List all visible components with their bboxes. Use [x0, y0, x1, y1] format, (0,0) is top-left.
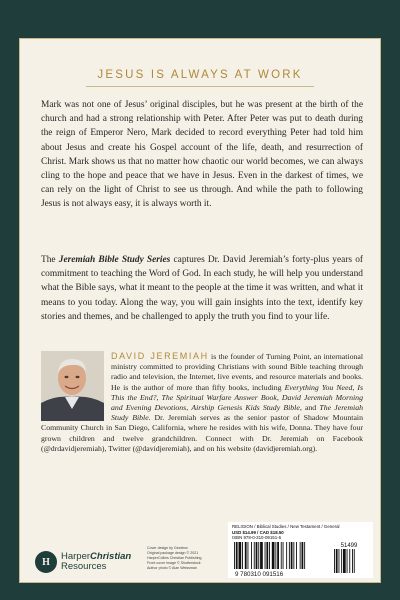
credit-line: Original package design © 2021 [147, 551, 199, 555]
barcode [228, 542, 373, 578]
section-heading: JESUS IS ALWAYS AT WORK [97, 69, 303, 81]
bio-separator: , [156, 392, 162, 402]
book-title: The Spiritual Warfare Answer Book [161, 392, 277, 402]
series-title: Jeremiah Bible Study Series [58, 255, 171, 265]
bio-separator: , and [299, 403, 320, 413]
price-line: USD $14.99 / CAD $18.50 [232, 529, 284, 535]
series-description [41, 253, 363, 324]
publisher-emblem-icon: H [35, 551, 57, 573]
bio-separator: , [186, 403, 192, 413]
bio-text: . Dr. Jeremiah serves as the senior pastor of Shadow Mountain Community Church in San Diego, California, where he resides with his wife, Donna. They have four grown children and twelve grandchildren. Connect with Dr. Jeremiah on Facebook (@drdavidjeremiah), Twitter (@davidjeremiah), and on his website (davidjeremiah.org). [41, 413, 363, 453]
bio-text: is the founder of Turning Point, an international ministry committed to providing Christians with sound Bible teaching through radio and television, the Internet, live events, and resource materials and books. He is the author of more than fifty books, including [111, 352, 363, 392]
series-prefix: The [41, 255, 59, 265]
barcode-box [228, 522, 373, 578]
credit-line: Front cover image © Shutterstock [147, 561, 201, 565]
author-bio [41, 351, 363, 454]
author-photo [41, 351, 104, 421]
publisher-name-part: Resources [61, 561, 107, 572]
bio-separator: , [276, 392, 282, 402]
barcode-number: 9 780310 091516 [235, 571, 284, 578]
publisher-name-part: Christian [90, 550, 132, 562]
publisher-logo [35, 551, 131, 573]
publisher-name-part: Harper [61, 550, 91, 562]
book-title: David Jeremiah Morning and Evening Devotions [111, 392, 363, 413]
book-title: The Jeremiah Study Bible [111, 403, 363, 423]
book-title: Airship Genesis Kids Study Bible [191, 403, 300, 413]
book-title: Is This the End? [111, 382, 363, 402]
isbn-line: ISBN 978-0-310-09151-6 [232, 535, 282, 541]
credit-line: Author photo © Alan Weissman [147, 566, 197, 570]
credit-line: HarperCollins Christian Publishing [147, 556, 202, 560]
credit-line: Cover design by Gearbox [147, 546, 188, 550]
back-cover-panel [19, 38, 381, 583]
book-title: Everything You Need [284, 382, 353, 392]
series-text: captures Dr. David Jeremiah’s forty-plus years of commitment to teaching the Word of God. In each study, he will help you understand what the Bible says, what it meant to the people at the time it was written, and what it means to you today. Along the way, you will gain insights into the text, identify key stories and themes, and be challenged to apply the truth you find to your life. [41, 255, 364, 322]
image-credits [147, 546, 227, 571]
classification-text [232, 524, 340, 541]
publisher-name [61, 552, 131, 573]
book-description: Mark was not one of Jesus’ original disciples, but he was present at the birth of the church and had a strong relationship with Peter. After Peter was put to death during the reign of Emperor Nero, Mark decided to record everything Peter had told him about Jesus and create his Gospel account of the life, death, and resurrection of Christ. Mark shows us that no matter how chaotic our world becomes, we can always cling to the hope and peace that we have in Jesus. Even in the darkest of times, we can rely on the light of Christ to see us through. And while the path to following Jesus is not always easy, it is always worth it. [41, 100, 363, 210]
author-name: DAVID JEREMIAH [111, 351, 209, 361]
bio-separator: , [352, 382, 358, 392]
price-code: 51499 [340, 543, 358, 549]
category-line: RELIGION / Biblical Studies / New Testament / General [232, 524, 340, 529]
heading-divider [86, 86, 314, 87]
